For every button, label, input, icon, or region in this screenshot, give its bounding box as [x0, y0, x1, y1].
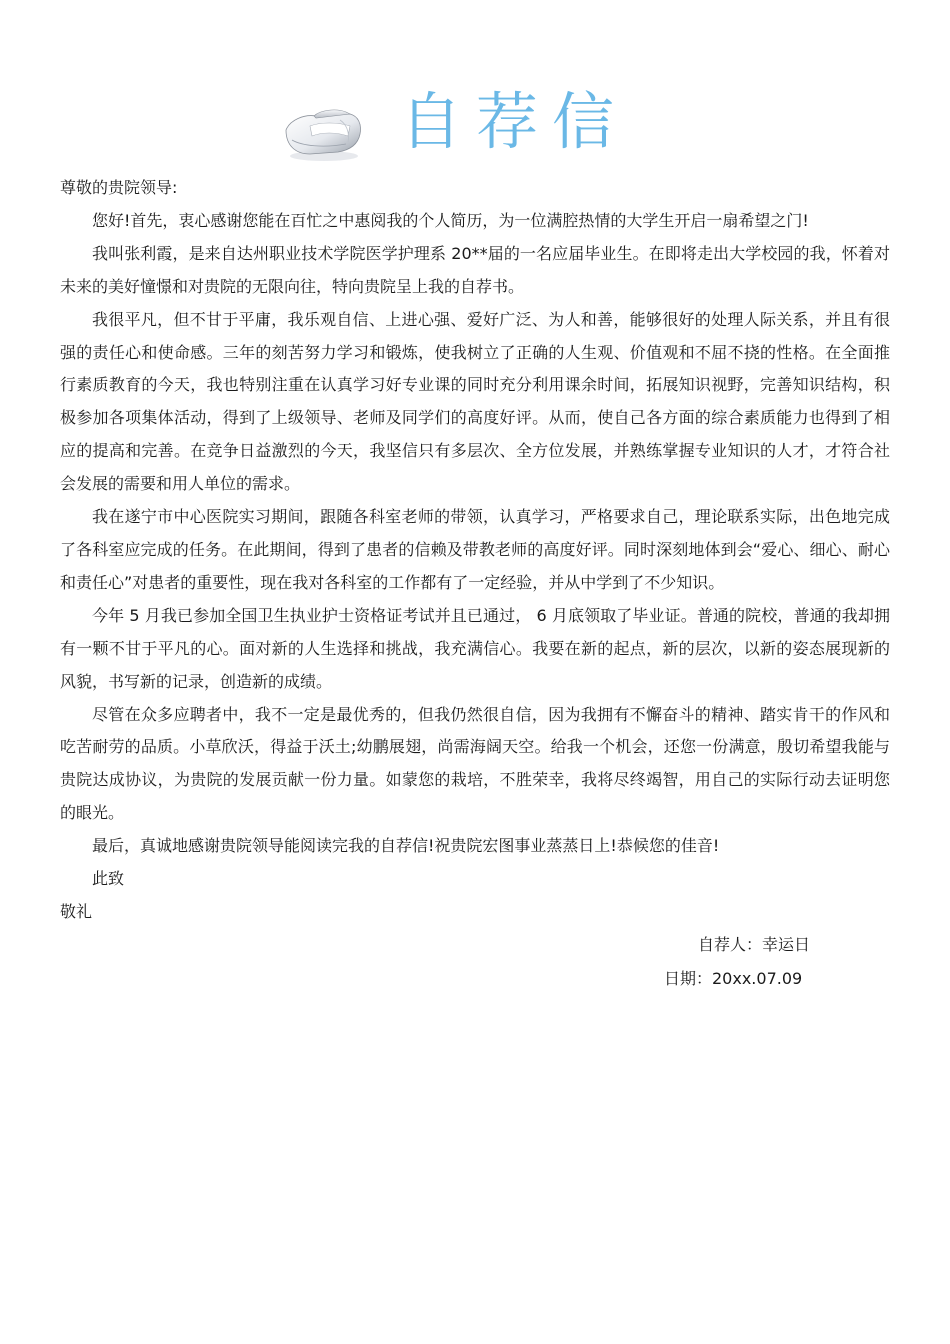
page-title: 自荐信	[400, 85, 629, 158]
closing-salute: 敬礼	[60, 901, 93, 921]
letter-paragraph: 今年 5 月我已参加全国卫生执业护士资格证考试并且已通过， 6 月底领取了毕业证。普通的院校，普通的我却拥有一颗不甘于平凡的心。面对新的人生选择和挑战，我充满信心。我要在新的起点，新的层次，以新的姿态展现新的风貌，书写新的记录，创造新的成绩。	[60, 605, 890, 691]
nurse-cap-icon	[280, 100, 364, 162]
letter-date: 日期：20xx.07.09	[664, 969, 803, 988]
letter-paragraph: 您好!首先，衷心感谢您能在百忙之中惠阅我的个人简历，为一位满腔热情的大学生开启一扇希望之门!	[92, 210, 809, 230]
letter-body	[60, 172, 890, 929]
letter-paragraph: 尽管在众多应聘者中，我不一定是最优秀的，但我仍然很自信，因为我拥有不懈奋斗的精神、踏实肯干的作风和吃苦耐劳的品质。小草欣沃，得益于沃土;幼鹏展翅，尚需海阔天空。给我一个机会，还您一份满意，殷切希望我能与贵院达成协议，为贵院的发展贡献一份力量。如蒙您的栽培，不胜荣幸，我将尽终竭智，用自己的实际行动去证明您的眼光。	[60, 704, 890, 823]
letter-paragraph: 我在遂宁市中心医院实习期间，跟随各科室老师的带领，认真学习，严格要求自己，理论联系实际，出色地完成了各科室应完成的任务。在此期间，得到了患者的信赖及带教老师的高度好评。同时深刻地体到会“爱心、细心、耐心和责任心”对患者的重要性，现在我对各科室的工作都有了一定经验，并从中学到了不少知识。	[60, 507, 890, 592]
letter-paragraph: 我叫张利霞，是来自达州职业技术学院医学护理系 20**届的一名应届毕业生。在即将走出大学校园的我，怀着对未来的美好憧憬和对贵院的无限向往，特向贵院呈上我的自荐书。	[60, 243, 890, 296]
letter-paragraph: 最后，真诚地感谢贵院领导能阅读完我的自荐信!祝贵院宏图事业蒸蒸日上!恭候您的佳音!	[92, 836, 720, 856]
salutation: 尊敬的贵院领导:	[60, 178, 178, 197]
signature: 自荐人：幸运日	[698, 935, 811, 954]
closing-line: 此致	[92, 869, 125, 889]
letter-header	[0, 82, 950, 172]
letter-paragraph: 我很平凡，但不甘于平庸，我乐观自信、上进心强、爱好广泛、为人和善，能够很好的处理人际关系，并且有很强的责任心和使命感。三年的刻苦努力学习和锻炼，使我树立了正确的人生观、价值观和不屈不挠的性格。在全面推行素质教育的今天，我也特别注重在认真学习好专业课的同时充分利用课余时间，拓展知识视野，完善知识结构，积极参加各项集体活动，得到了上级领导、老师及同学们的高度好评。从而，使自己各方面的综合素质能力也得到了相应的提高和完善。在竞争日益激烈的今天，我坚信只有多层次、全方位发展，并熟练掌握专业知识的人才，才符合社会发展的需要和用人单位的需求。	[60, 309, 890, 494]
